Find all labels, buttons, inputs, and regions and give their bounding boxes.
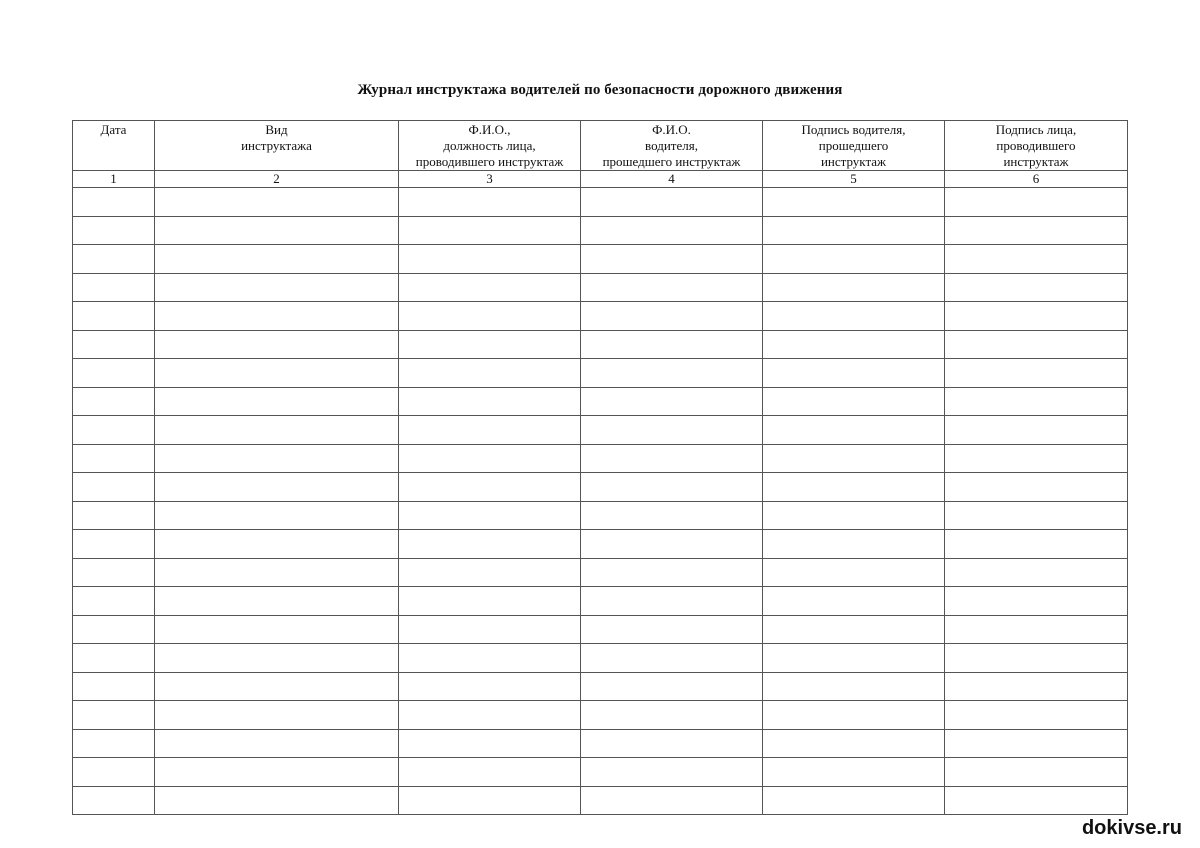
table-cell[interactable] xyxy=(945,359,1128,388)
table-cell[interactable] xyxy=(73,729,155,758)
table-cell[interactable] xyxy=(763,701,945,730)
table-cell[interactable] xyxy=(399,273,581,302)
table-cell[interactable] xyxy=(945,672,1128,701)
table-row xyxy=(73,473,1128,502)
table-cell[interactable] xyxy=(73,387,155,416)
table-cell[interactable] xyxy=(73,473,155,502)
table-cell[interactable] xyxy=(763,302,945,331)
watermark: dokivse.ru xyxy=(1081,817,1182,839)
table-cell[interactable] xyxy=(155,245,399,274)
header-row xyxy=(73,121,1128,171)
table-cell[interactable] xyxy=(73,644,155,673)
table-cell[interactable] xyxy=(399,615,581,644)
table-cell[interactable] xyxy=(73,758,155,787)
table-row xyxy=(73,501,1128,530)
table-cell[interactable] xyxy=(155,530,399,559)
table-cell[interactable] xyxy=(73,701,155,730)
table-cell[interactable] xyxy=(945,188,1128,217)
table-row xyxy=(73,416,1128,445)
table-cell[interactable] xyxy=(945,473,1128,502)
table-cell[interactable] xyxy=(763,644,945,673)
table-cell[interactable] xyxy=(945,216,1128,245)
table-cell[interactable] xyxy=(399,188,581,217)
column-header-driver-name: Ф.И.О. водителя, прошедшего инструктаж xyxy=(581,121,763,171)
table-cell[interactable] xyxy=(945,530,1128,559)
column-number: 5 xyxy=(763,171,945,188)
table-cell[interactable] xyxy=(73,216,155,245)
table-cell[interactable] xyxy=(399,530,581,559)
table-cell[interactable] xyxy=(763,758,945,787)
table-row xyxy=(73,245,1128,274)
table-cell[interactable] xyxy=(399,359,581,388)
table-cell[interactable] xyxy=(581,558,763,587)
table-cell[interactable] xyxy=(155,729,399,758)
table-cell[interactable] xyxy=(399,473,581,502)
table-cell[interactable] xyxy=(581,245,763,274)
table-row xyxy=(73,188,1128,217)
table-cell[interactable] xyxy=(581,302,763,331)
column-header-briefing-type: Вид инструктажа xyxy=(155,121,399,171)
table-cell[interactable] xyxy=(73,558,155,587)
table-cell[interactable] xyxy=(155,330,399,359)
column-number: 2 xyxy=(155,171,399,188)
table-cell[interactable] xyxy=(73,530,155,559)
table-cell[interactable] xyxy=(763,473,945,502)
table-cell[interactable] xyxy=(763,558,945,587)
table-cell[interactable] xyxy=(945,245,1128,274)
table-cell[interactable] xyxy=(73,330,155,359)
table-cell[interactable] xyxy=(399,245,581,274)
table-cell[interactable] xyxy=(945,786,1128,815)
table-cell[interactable] xyxy=(763,501,945,530)
table-cell[interactable] xyxy=(581,786,763,815)
table-row xyxy=(73,387,1128,416)
table-cell[interactable] xyxy=(763,245,945,274)
table-cell[interactable] xyxy=(763,416,945,445)
table-cell[interactable] xyxy=(399,302,581,331)
table-cell[interactable] xyxy=(399,330,581,359)
table-cell[interactable] xyxy=(73,672,155,701)
table-cell[interactable] xyxy=(945,729,1128,758)
table-cell[interactable] xyxy=(581,216,763,245)
table-cell[interactable] xyxy=(581,701,763,730)
table-cell[interactable] xyxy=(581,530,763,559)
table-cell[interactable] xyxy=(763,729,945,758)
table-row xyxy=(73,302,1128,331)
table-cell[interactable] xyxy=(581,444,763,473)
table-row xyxy=(73,644,1128,673)
table-cell[interactable] xyxy=(945,302,1128,331)
table-cell[interactable] xyxy=(399,558,581,587)
table-cell[interactable] xyxy=(945,273,1128,302)
table-cell[interactable] xyxy=(763,216,945,245)
table-cell[interactable] xyxy=(945,416,1128,445)
table-cell[interactable] xyxy=(763,387,945,416)
table-cell[interactable] xyxy=(73,188,155,217)
column-header-instructor-name: Ф.И.О., должность лица, проводившего инструктаж xyxy=(399,121,581,171)
table-cell[interactable] xyxy=(73,245,155,274)
table-cell[interactable] xyxy=(399,501,581,530)
table-cell[interactable] xyxy=(155,302,399,331)
column-number: 6 xyxy=(945,171,1128,188)
table-cell[interactable] xyxy=(399,216,581,245)
table-cell[interactable] xyxy=(73,273,155,302)
journal-table xyxy=(72,120,1128,815)
table-row xyxy=(73,615,1128,644)
table-row xyxy=(73,587,1128,616)
table-cell[interactable] xyxy=(155,786,399,815)
table-cell[interactable] xyxy=(155,473,399,502)
table-cell[interactable] xyxy=(399,758,581,787)
table-cell[interactable] xyxy=(73,501,155,530)
table-cell[interactable] xyxy=(763,615,945,644)
table-cell[interactable] xyxy=(155,758,399,787)
column-number-row xyxy=(73,171,1128,188)
table-row xyxy=(73,729,1128,758)
table-cell[interactable] xyxy=(399,786,581,815)
table-row xyxy=(73,530,1128,559)
table-cell[interactable] xyxy=(763,672,945,701)
column-header-date: Дата xyxy=(73,121,155,171)
table-cell[interactable] xyxy=(155,672,399,701)
table-cell[interactable] xyxy=(73,615,155,644)
table-cell[interactable] xyxy=(945,444,1128,473)
table-cell[interactable] xyxy=(581,387,763,416)
table-cell[interactable] xyxy=(73,587,155,616)
table-cell[interactable] xyxy=(73,302,155,331)
table-cell[interactable] xyxy=(155,644,399,673)
table-cell[interactable] xyxy=(945,387,1128,416)
table-cell[interactable] xyxy=(581,758,763,787)
table-cell[interactable] xyxy=(73,416,155,445)
table-cell[interactable] xyxy=(945,758,1128,787)
table-cell[interactable] xyxy=(763,188,945,217)
table-row xyxy=(73,330,1128,359)
column-number: 1 xyxy=(73,171,155,188)
table-cell[interactable] xyxy=(945,501,1128,530)
table-cell[interactable] xyxy=(581,473,763,502)
table-cell[interactable] xyxy=(581,729,763,758)
table-cell[interactable] xyxy=(945,701,1128,730)
table-cell[interactable] xyxy=(73,786,155,815)
table-cell[interactable] xyxy=(945,644,1128,673)
table-cell[interactable] xyxy=(945,615,1128,644)
column-number: 4 xyxy=(581,171,763,188)
column-header-instructor-signature: Подпись лица, проводившего инструктаж xyxy=(945,121,1128,171)
table-cell[interactable] xyxy=(581,587,763,616)
table-cell[interactable] xyxy=(73,359,155,388)
table-cell[interactable] xyxy=(155,273,399,302)
table-cell[interactable] xyxy=(155,359,399,388)
table-cell[interactable] xyxy=(155,387,399,416)
column-header-driver-signature: Подпись водителя, прошедшего инструктаж xyxy=(763,121,945,171)
table-row xyxy=(73,758,1128,787)
table-cell[interactable] xyxy=(763,587,945,616)
table-cell[interactable] xyxy=(763,273,945,302)
table-row xyxy=(73,444,1128,473)
table-cell[interactable] xyxy=(399,444,581,473)
table-cell[interactable] xyxy=(581,672,763,701)
table-row xyxy=(73,359,1128,388)
table-row xyxy=(73,558,1128,587)
table-cell[interactable] xyxy=(399,729,581,758)
table-cell[interactable] xyxy=(945,558,1128,587)
column-number: 3 xyxy=(399,171,581,188)
table-row xyxy=(73,672,1128,701)
table-cell[interactable] xyxy=(155,701,399,730)
table-cell[interactable] xyxy=(763,786,945,815)
table-cell[interactable] xyxy=(581,501,763,530)
table-cell[interactable] xyxy=(763,330,945,359)
table-row xyxy=(73,786,1128,815)
journal-body xyxy=(73,188,1128,815)
table-cell[interactable] xyxy=(399,587,581,616)
table-row xyxy=(73,273,1128,302)
table-cell[interactable] xyxy=(581,416,763,445)
table-cell[interactable] xyxy=(155,188,399,217)
table-cell[interactable] xyxy=(763,444,945,473)
table-cell[interactable] xyxy=(399,672,581,701)
table-row xyxy=(73,216,1128,245)
table-cell[interactable] xyxy=(399,387,581,416)
table-cell[interactable] xyxy=(399,701,581,730)
table-cell[interactable] xyxy=(763,530,945,559)
table-cell[interactable] xyxy=(399,416,581,445)
table-cell[interactable] xyxy=(581,615,763,644)
table-cell[interactable] xyxy=(945,587,1128,616)
table-row xyxy=(73,701,1128,730)
table-cell[interactable] xyxy=(155,615,399,644)
table-cell[interactable] xyxy=(763,359,945,388)
table-cell[interactable] xyxy=(581,188,763,217)
table-cell[interactable] xyxy=(155,558,399,587)
table-cell[interactable] xyxy=(155,501,399,530)
table-cell[interactable] xyxy=(581,359,763,388)
table-cell[interactable] xyxy=(155,416,399,445)
table-cell[interactable] xyxy=(155,444,399,473)
table-cell[interactable] xyxy=(399,644,581,673)
table-cell[interactable] xyxy=(945,330,1128,359)
table-cell[interactable] xyxy=(581,330,763,359)
table-cell[interactable] xyxy=(581,644,763,673)
table-cell[interactable] xyxy=(155,216,399,245)
table-cell[interactable] xyxy=(581,273,763,302)
table-cell[interactable] xyxy=(73,444,155,473)
document-title: Журнал инструктажа водителей по безопасности дорожного движения xyxy=(357,82,843,98)
table-cell[interactable] xyxy=(155,587,399,616)
